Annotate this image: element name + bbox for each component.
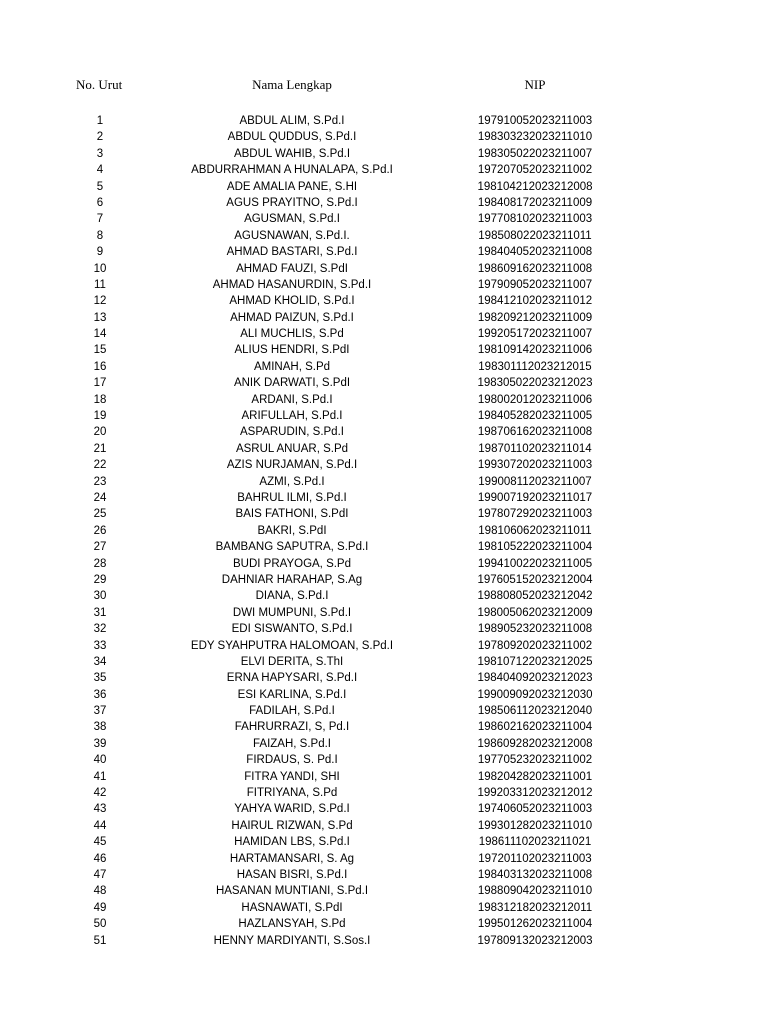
table-row xyxy=(0,867,768,883)
row-nama-lengkap: ASPARUDIN, S.Pd.I xyxy=(240,426,344,439)
row-number: 43 xyxy=(93,803,107,816)
row-number: 12 xyxy=(93,295,107,308)
row-nip: 198301112023212015 xyxy=(478,360,592,373)
row-nip: 198412102023211012 xyxy=(477,295,593,308)
row-number: 47 xyxy=(93,868,107,881)
row-nama-lengkap: AHMAD BASTARI, S.Pd.I xyxy=(226,246,358,259)
row-number: 1 xyxy=(96,115,104,127)
row-nama-lengkap: AZIS NURJAMAN, S.Pd.I xyxy=(226,459,358,472)
table-row xyxy=(0,424,768,440)
column-header-nama-lengkap: Nama Lengkap xyxy=(252,77,332,92)
table-row xyxy=(0,654,768,670)
table-row xyxy=(0,801,768,817)
table-row xyxy=(0,834,768,850)
table-row xyxy=(0,408,768,424)
row-nip: 197909052023211007 xyxy=(477,278,593,291)
row-nip: 198611102023211021 xyxy=(478,836,592,849)
row-nip: 198405282023211005 xyxy=(477,410,593,423)
row-nip: 198602162023211004 xyxy=(477,721,593,734)
row-nip: 197406052023211003 xyxy=(477,803,593,816)
row-nip: 198209212023211009 xyxy=(477,311,593,324)
row-nip: 197207052023211002 xyxy=(477,164,593,177)
table-row xyxy=(0,572,768,588)
row-nama-lengkap: ALIUS HENDRI, S.PdI xyxy=(234,344,350,357)
row-number: 13 xyxy=(93,311,107,324)
row-nip: 198305022023211007 xyxy=(477,147,593,160)
row-nama-lengkap: HAIRUL RIZWAN, S.Pd xyxy=(231,819,353,832)
row-nama-lengkap: AGUSNAWAN, S.Pd.I. xyxy=(234,229,350,242)
row-nip: 198508022023211011 xyxy=(478,229,592,242)
table-row xyxy=(0,457,768,473)
row-number: 34 xyxy=(93,655,107,668)
table-row xyxy=(0,146,768,162)
row-nip: 198005062023212009 xyxy=(477,606,593,619)
row-nama-lengkap: FAIZAH, S.Pd.I xyxy=(253,737,331,750)
column-header-no-urut: No. Urut xyxy=(76,77,123,92)
row-nama-lengkap: DIANA, S.Pd.I xyxy=(255,590,329,603)
table-row xyxy=(0,179,768,195)
row-number: 5 xyxy=(96,180,104,193)
row-nama-lengkap: ANIK DARWATI, S.PdI xyxy=(233,377,351,390)
row-number: 51 xyxy=(93,934,107,947)
row-nip: 198609282023212008 xyxy=(477,737,593,750)
row-nip: 197605152023212004 xyxy=(477,573,593,586)
row-nama-lengkap: AGUS PRAYITNO, S.Pd.I xyxy=(226,196,358,209)
row-nama-lengkap: BAIS FATHONI, S.PdI xyxy=(235,508,349,521)
row-nip: 198506112023212040 xyxy=(477,705,593,718)
row-nip: 197201102023211003 xyxy=(478,852,592,865)
row-nip: 198404092023212023 xyxy=(477,672,593,685)
table-header xyxy=(0,77,768,95)
row-nip: 198404052023211008 xyxy=(477,246,593,259)
row-nip: 199301282023211010 xyxy=(477,819,593,832)
row-nip: 198701102023211014 xyxy=(478,442,592,455)
row-nip: 198104212023212008 xyxy=(477,180,593,193)
row-nama-lengkap: ADE AMALIA PANE, S.HI xyxy=(226,180,358,193)
row-number: 19 xyxy=(93,410,107,423)
row-number: 22 xyxy=(93,459,107,472)
row-nip: 198408172023211009 xyxy=(477,196,593,209)
row-nama-lengkap: BUDI PRAYOGA, S.Pd xyxy=(232,557,351,570)
table-row xyxy=(0,556,768,572)
row-number: 42 xyxy=(93,787,107,800)
table-row xyxy=(0,769,768,785)
table-row xyxy=(0,818,768,834)
row-nip: 198808052023212042 xyxy=(477,590,593,603)
row-nip: 197807292023211003 xyxy=(477,508,593,521)
table-row xyxy=(0,342,768,358)
row-nama-lengkap: FAHRURRAZI, S, Pd.I xyxy=(234,721,350,734)
row-nama-lengkap: ABDUL ALIM, S.Pd.I xyxy=(239,115,345,127)
table-row xyxy=(0,129,768,145)
table-row xyxy=(0,441,768,457)
row-nip: 198303232023211010 xyxy=(477,131,593,144)
row-number: 30 xyxy=(93,590,107,603)
table-row xyxy=(0,293,768,309)
row-nama-lengkap: YAHYA WARID, S.Pd.I xyxy=(234,803,350,816)
row-nip: 197809132023212003 xyxy=(477,934,593,947)
row-nama-lengkap: BAMBANG SAPUTRA, S.Pd.I xyxy=(215,541,369,554)
table-row xyxy=(0,523,768,539)
row-nama-lengkap: FADILAH, S.Pd.I xyxy=(249,705,335,718)
row-number: 37 xyxy=(93,705,107,718)
row-number: 29 xyxy=(93,573,107,586)
row-nama-lengkap: AHMAD FAUZI, S.PdI xyxy=(236,262,348,275)
row-number: 32 xyxy=(93,623,107,636)
row-nip: 198204282023211001 xyxy=(477,770,593,783)
row-nip: 199307202023211003 xyxy=(477,459,593,472)
table-row xyxy=(0,670,768,686)
row-nip: 197708102023211003 xyxy=(477,213,593,226)
row-nama-lengkap: ERNA HAPYSARI, S.Pd.I xyxy=(226,672,358,685)
table-row xyxy=(0,490,768,506)
table-row xyxy=(0,211,768,227)
row-nama-lengkap: EDY SYAHPUTRA HALOMOAN, S.Pd.I xyxy=(190,639,394,652)
row-nama-lengkap: DAHNIAR HARAHAP, S.Ag xyxy=(221,573,363,586)
row-nama-lengkap: ASRUL ANUAR, S.Pd xyxy=(235,442,349,455)
row-nip: 199008112023211007 xyxy=(478,475,592,488)
column-header-nip: NIP xyxy=(524,77,546,92)
table-row xyxy=(0,392,768,408)
row-nama-lengkap: ESI KARLINA, S.Pd.I xyxy=(237,688,347,701)
row-number: 40 xyxy=(93,754,107,767)
row-nip: 198809042023211010 xyxy=(477,885,593,898)
table-row xyxy=(0,752,768,768)
row-nip: 198002012023211006 xyxy=(477,393,593,406)
table-row xyxy=(0,113,768,129)
row-nip: 199203312023212012 xyxy=(477,787,593,800)
row-nama-lengkap: AHMAD PAIZUN, S.Pd.I xyxy=(230,311,354,324)
row-number: 39 xyxy=(93,737,107,750)
row-number: 6 xyxy=(96,196,104,209)
row-number: 27 xyxy=(93,541,107,554)
row-number: 45 xyxy=(93,836,107,849)
table-row xyxy=(0,703,768,719)
row-number: 3 xyxy=(96,147,104,160)
row-nama-lengkap: HARTAMANSARI, S. Ag xyxy=(229,852,355,865)
row-nama-lengkap: ARDANI, S.Pd.I xyxy=(251,393,333,406)
row-nama-lengkap: ABDURRAHMAN A HUNALAPA, S.Pd.I xyxy=(191,164,393,177)
row-number: 41 xyxy=(93,770,107,783)
row-number: 36 xyxy=(93,688,107,701)
table-row xyxy=(0,244,768,260)
row-nip: 199410022023211005 xyxy=(477,557,593,570)
table-row xyxy=(0,326,768,342)
row-number: 9 xyxy=(96,246,104,259)
table-row xyxy=(0,719,768,735)
row-number: 2 xyxy=(96,131,104,144)
row-nip: 199009092023212030 xyxy=(477,688,593,701)
row-number: 8 xyxy=(96,229,104,242)
row-number: 48 xyxy=(93,885,107,898)
table-row xyxy=(0,195,768,211)
row-nama-lengkap: AHMAD HASANURDIN, S.Pd.I xyxy=(212,278,372,291)
row-nip: 198312182023212011 xyxy=(477,901,593,914)
row-nip: 199205172023211007 xyxy=(477,328,593,341)
table-row xyxy=(0,506,768,522)
row-nama-lengkap: FITRA YANDI, SHI xyxy=(244,770,340,783)
row-nama-lengkap: HASANAN MUNTIANI, S.Pd.I xyxy=(215,885,369,898)
row-nama-lengkap: BAHRUL ILMI, S.Pd.I xyxy=(237,491,347,504)
row-number: 17 xyxy=(93,377,107,390)
row-nip: 198305022023212023 xyxy=(477,377,593,390)
row-nama-lengkap: DWI MUMPUNI, S.Pd.I xyxy=(232,606,352,619)
row-nama-lengkap: FIRDAUS, S. Pd.I xyxy=(246,754,338,767)
row-nip: 198107122023212025 xyxy=(477,655,593,668)
row-nama-lengkap: ABDUL QUDDUS, S.Pd.I xyxy=(227,131,357,144)
row-nama-lengkap: ALI MUCHLIS, S.Pd xyxy=(240,328,344,341)
row-nama-lengkap: HAZLANSYAH, S.Pd xyxy=(238,918,346,931)
table-row xyxy=(0,375,768,391)
row-nip: 198105222023211004 xyxy=(477,541,593,554)
row-nama-lengkap: ELVI DERITA, S.ThI xyxy=(240,655,344,668)
row-number: 15 xyxy=(93,344,107,357)
row-nama-lengkap: AZMI, S.Pd.I xyxy=(259,475,325,488)
table-row xyxy=(0,474,768,490)
table-row xyxy=(0,638,768,654)
row-number: 33 xyxy=(93,639,107,652)
row-nama-lengkap: EDI SISWANTO, S.Pd.I xyxy=(231,623,353,636)
row-number: 31 xyxy=(93,606,107,619)
table-row xyxy=(0,162,768,178)
table-row xyxy=(0,687,768,703)
row-number: 38 xyxy=(93,721,107,734)
row-nip: 198403132023211008 xyxy=(477,868,593,881)
table-row xyxy=(0,785,768,801)
table-row xyxy=(0,900,768,916)
row-number: 7 xyxy=(96,213,104,226)
table-row xyxy=(0,933,768,949)
row-nip: 197910052023211003 xyxy=(477,115,593,127)
table-row xyxy=(0,359,768,375)
table-body xyxy=(0,113,768,949)
row-number: 16 xyxy=(93,360,107,373)
row-nip: 198609162023211008 xyxy=(477,262,593,275)
row-number: 18 xyxy=(93,393,107,406)
row-nama-lengkap: ARIFULLAH, S.Pd.I xyxy=(241,410,343,423)
row-nama-lengkap: AMINAH, S.Pd xyxy=(253,360,331,373)
table-row xyxy=(0,605,768,621)
row-number: 44 xyxy=(93,819,107,832)
row-number: 49 xyxy=(93,901,107,914)
row-number: 14 xyxy=(93,328,107,341)
row-nama-lengkap: HAMIDAN LBS, S.Pd.I xyxy=(234,836,350,849)
table-row xyxy=(0,310,768,326)
table-row xyxy=(0,621,768,637)
table-row xyxy=(0,851,768,867)
row-nip: 199007192023211017 xyxy=(477,491,593,504)
row-nip: 198106062023211011 xyxy=(478,524,592,537)
row-nip: 197809202023211002 xyxy=(477,639,593,652)
table-row xyxy=(0,883,768,899)
row-number: 50 xyxy=(93,918,107,931)
row-nama-lengkap: ABDUL WAHIB, S.Pd.I xyxy=(233,147,351,160)
row-number: 25 xyxy=(93,508,107,521)
row-nip: 197705232023211002 xyxy=(477,754,593,767)
row-nama-lengkap: HASAN BISRI, S.Pd.I xyxy=(236,868,348,881)
row-nip: 199501262023211004 xyxy=(477,918,593,931)
row-number: 21 xyxy=(93,442,107,455)
row-nama-lengkap: HENNY MARDIYANTI, S.Sos.I xyxy=(213,934,371,947)
row-nama-lengkap: HASNAWATI, S.PdI xyxy=(241,901,343,914)
row-number: 20 xyxy=(93,426,107,439)
table-row xyxy=(0,916,768,932)
row-nama-lengkap: AHMAD KHOLID, S.Pd.I xyxy=(229,295,355,308)
table-row xyxy=(0,539,768,555)
row-number: 23 xyxy=(93,475,107,488)
table-row xyxy=(0,588,768,604)
row-nip: 198905232023211008 xyxy=(477,623,593,636)
table-row xyxy=(0,261,768,277)
table-row xyxy=(0,228,768,244)
row-number: 35 xyxy=(93,672,107,685)
row-nama-lengkap: FITRIYANA, S.Pd xyxy=(246,787,338,800)
row-number: 46 xyxy=(93,852,107,865)
row-number: 28 xyxy=(93,557,107,570)
table-row xyxy=(0,736,768,752)
row-nip: 198706162023211008 xyxy=(477,426,593,439)
row-nama-lengkap: BAKRI, S.PdI xyxy=(257,524,327,537)
row-number: 24 xyxy=(93,491,107,504)
row-nip: 198109142023211006 xyxy=(477,344,593,357)
row-nama-lengkap: AGUSMAN, S.Pd.I xyxy=(244,213,340,226)
table-row xyxy=(0,277,768,293)
row-number: 26 xyxy=(93,524,107,537)
row-number: 10 xyxy=(93,262,107,275)
row-number: 11 xyxy=(94,278,106,291)
row-number: 4 xyxy=(96,164,104,177)
